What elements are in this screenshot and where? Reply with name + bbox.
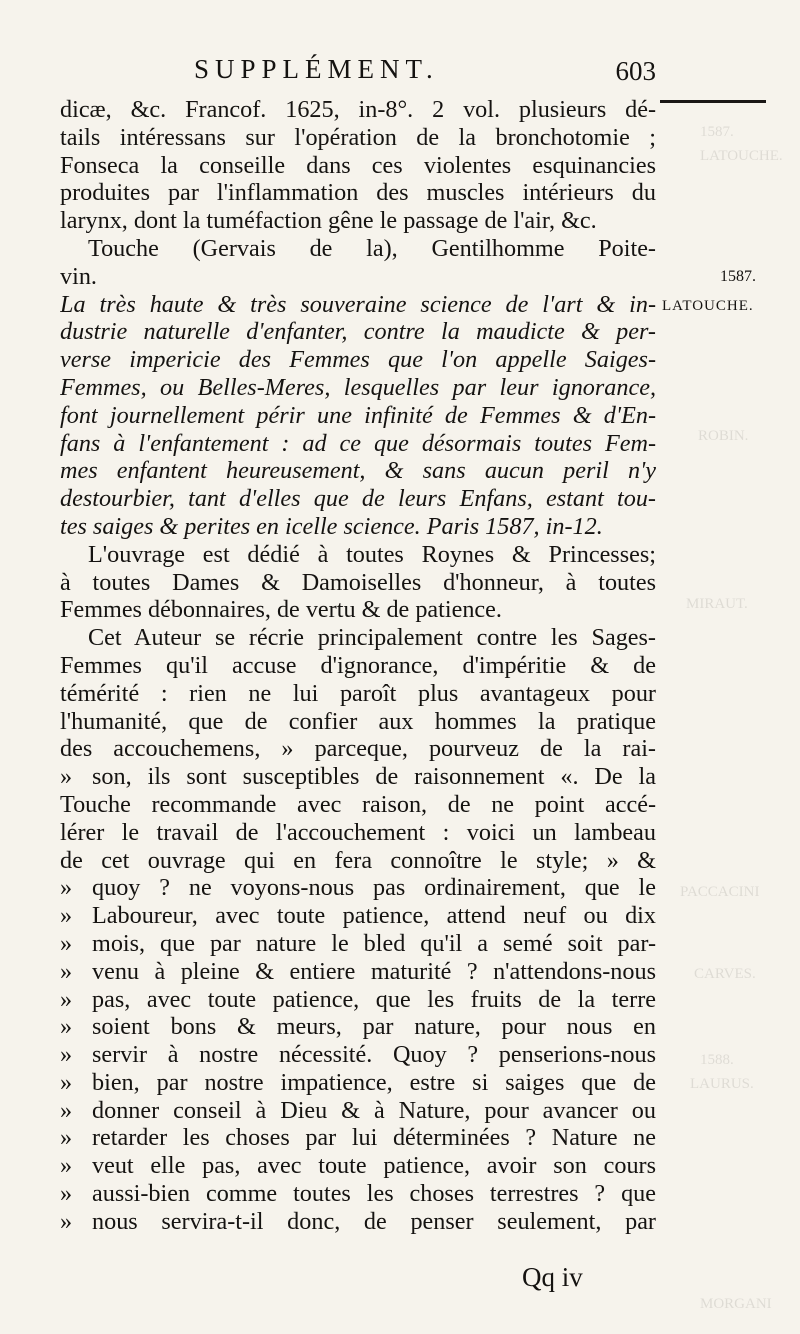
line-text: l'humanité, que de confier aux hommes la pratique xyxy=(60,707,656,735)
text-line xyxy=(60,791,656,819)
text-line xyxy=(60,179,656,207)
line-text: mois, que par nature le bled qu'il a semé soit par- xyxy=(92,929,656,957)
text-line xyxy=(60,902,656,930)
text-line xyxy=(60,513,656,541)
text-line xyxy=(60,430,656,458)
line-text: vin. xyxy=(60,262,97,290)
text-line xyxy=(60,346,656,374)
quote-mark: » xyxy=(60,902,73,930)
quote-mark: » xyxy=(60,1041,73,1069)
text-line xyxy=(60,457,656,485)
text-line xyxy=(60,96,656,124)
text-line xyxy=(60,1069,656,1097)
text-line xyxy=(60,569,656,597)
line-text: tails intéressans sur l'opération de la bronchotomie ; xyxy=(60,123,656,151)
text-line xyxy=(60,1041,656,1069)
text-line xyxy=(60,374,656,402)
quote-mark: » xyxy=(60,1013,73,1041)
quote-mark: » xyxy=(60,1124,73,1152)
text-line xyxy=(60,235,656,263)
line-text: mes enfantent heureusement, & sans aucun peril n'y xyxy=(60,457,656,485)
line-text: Femmes, ou Belles-Meres, lesquelles par leur ignorance, xyxy=(60,373,656,401)
text-line xyxy=(60,819,656,847)
line-text: à toutes Dames & Damoiselles d'honneur, à toutes xyxy=(60,568,656,596)
margin-note-name: LATOUCHE. xyxy=(662,298,754,314)
quote-mark: » xyxy=(60,1180,73,1208)
line-text: aussi-bien comme toutes les choses terrestres ? que xyxy=(92,1180,656,1208)
text-line xyxy=(60,958,656,986)
quote-mark: » xyxy=(60,1207,73,1235)
text-line xyxy=(60,652,656,680)
text-line xyxy=(60,541,656,569)
quote-mark: » xyxy=(60,985,73,1013)
line-text: verse impericie des Femmes que l'on appelle Saiges- xyxy=(60,346,656,374)
quote-mark: » xyxy=(60,929,73,957)
quote-mark: » xyxy=(60,763,73,791)
text-line xyxy=(60,1152,656,1180)
line-text: son, ils sont susceptibles de raisonnement «. De la xyxy=(92,763,656,791)
line-text: font journellement périr une infinité de Femmes & d'En- xyxy=(60,401,656,429)
line-text: Femmes qu'il accuse d'ignorance, d'impéritie & de xyxy=(60,651,656,679)
line-text: pas, avec toute patience, que les fruits de la terre xyxy=(92,985,656,1013)
quote-mark: » xyxy=(60,1096,73,1124)
text-line xyxy=(60,708,656,736)
line-text: produites par l'inflammation des muscles intérieurs du xyxy=(60,179,656,207)
line-text: tes saiges & perites en icelle science. Paris 1587, in-12. xyxy=(60,512,603,540)
line-text: veut elle pas, avec toute patience, avoir son cours xyxy=(92,1152,656,1180)
line-text: de cet ouvrage qui en fera connoître le style; » & xyxy=(60,846,656,874)
text-line xyxy=(60,624,656,652)
text-line xyxy=(60,207,656,235)
line-text: bien, par nostre impatience, estre si saiges que de xyxy=(92,1068,656,1096)
margin-rule xyxy=(660,100,766,103)
line-text: soient bons & meurs, par nature, pour nous en xyxy=(92,1013,656,1041)
text-line xyxy=(60,874,656,902)
line-text: Cet Auteur se récrie principalement contre les Sages- xyxy=(88,624,656,652)
text-line xyxy=(60,485,656,513)
text-line xyxy=(60,1013,656,1041)
line-text: destourbier, tant d'elles que de leurs Enfans, estant tou- xyxy=(60,485,656,513)
text-line xyxy=(60,763,656,791)
text-line xyxy=(60,318,656,346)
text-line xyxy=(60,847,656,875)
line-text: Fonseca la conseille dans ces violentes esquinancies xyxy=(60,151,656,179)
text-line xyxy=(60,1097,656,1125)
line-text: dicæ, &c. Francof. 1625, in-8°. 2 vol. plusieurs dé- xyxy=(60,96,656,123)
quote-mark: » xyxy=(60,957,73,985)
line-text: Femmes débonnaires, de vertu & de patience. xyxy=(60,596,502,624)
text-line xyxy=(60,986,656,1014)
text-line xyxy=(60,291,656,319)
line-text: Laboureur, avec toute patience, attend neuf ou dix xyxy=(92,902,656,930)
text-line xyxy=(60,124,656,152)
text-line xyxy=(60,1124,656,1152)
running-header xyxy=(194,54,656,88)
line-text: témérité : rien ne lui paroît plus avantageux pour xyxy=(60,679,656,707)
line-text: des accouchemens, » parceque, pourveuz de la rai- xyxy=(60,735,656,763)
quote-mark: » xyxy=(60,874,73,902)
line-text: fans à l'enfantement : ad ce que désormais toutes Fem- xyxy=(60,429,656,457)
line-text: Touche (Gervais de la), Gentilhomme Poite- xyxy=(88,234,656,262)
line-text: lérer le travail de l'accouchement : voici un lambeau xyxy=(60,818,656,846)
line-text: La très haute & très souveraine science de l'art & in- xyxy=(60,290,656,318)
line-text: venu à pleine & entiere maturité ? n'attendons-nous xyxy=(92,957,656,985)
line-text: larynx, dont la tuméfaction gêne le passage de l'air, &c. xyxy=(60,207,597,235)
text-line xyxy=(60,402,656,430)
show-through-texture: 1587. LATOUCHE. ROBIN. MIRAUT. PACCACINI CARVES. 1588. LAURUS. MORGANI xyxy=(680,124,783,1312)
quote-mark: » xyxy=(60,1152,73,1180)
text-line xyxy=(60,152,656,180)
signature-mark: Qq iv xyxy=(522,1262,583,1292)
line-text: retarder les choses par lui déterminées ? Nature ne xyxy=(92,1124,656,1152)
line-text: quoy ? ne voyons-nous pas ordinairement, que le xyxy=(92,874,656,902)
line-text: L'ouvrage est dédié à toutes Roynes & Princesses; xyxy=(88,540,656,568)
line-text: nous servira-t-il donc, de penser seulement, par xyxy=(92,1207,656,1235)
text-line xyxy=(60,1208,656,1236)
text-line xyxy=(60,596,656,624)
text-line xyxy=(60,735,656,763)
line-text: dustrie naturelle d'enfanter, contre la maudicte & per- xyxy=(60,318,656,346)
line-text: donner conseil à Dieu & à Nature, pour avancer ou xyxy=(92,1096,656,1124)
margin-note-year: 1587. xyxy=(720,268,756,285)
page-number: 603 xyxy=(615,56,656,86)
text-line xyxy=(60,1180,656,1208)
line-text: Touche recommande avec raison, de ne point accé- xyxy=(60,790,656,818)
text-line xyxy=(60,930,656,958)
line-text: servir à nostre nécessité. Quoy ? penserions-nous xyxy=(92,1041,656,1069)
text-column xyxy=(60,96,656,1236)
text-line xyxy=(60,680,656,708)
text-line xyxy=(60,263,656,291)
quote-mark: » xyxy=(60,1068,73,1096)
running-head-title: SUPPLÉMENT. xyxy=(194,54,439,84)
